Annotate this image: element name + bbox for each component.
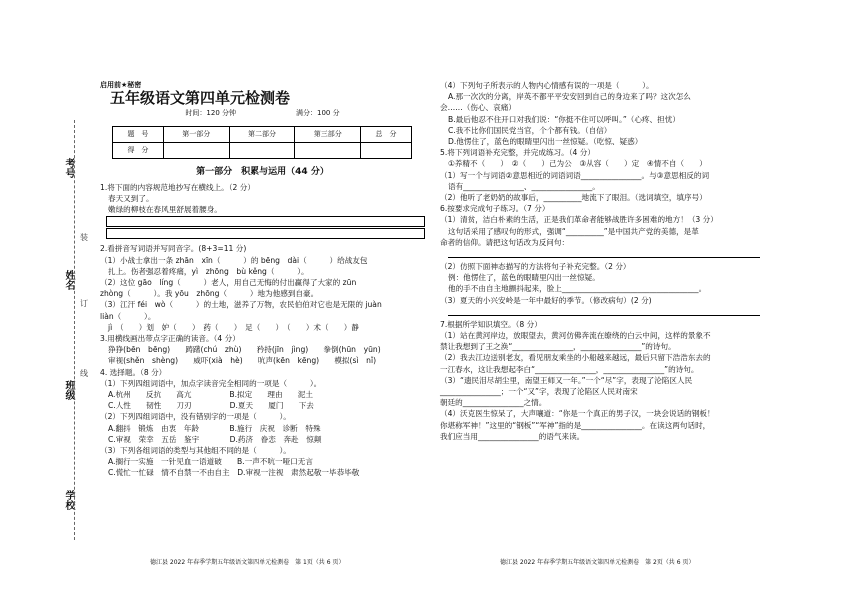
q5-item: （2）他听了老奶奶的故事后，__________地流下了眼泪。（选词填空，填序号） <box>440 193 707 203</box>
q7-item: （3）“遗民泪尽胡尘里，南望王师又一年。”一个“尽”字，表现了沦陷区人民 <box>440 375 693 385</box>
q6-item: （1）清贫，洁白朴素的生活，正是我们革命者能够战胜许多困难的地方！（3 分） <box>440 215 718 225</box>
q3-item: 审视(shěn shèng) 威吓(xià hè) 吭声(kēn kēng) 模拟(sì nǐ) <box>108 356 377 366</box>
q7-item: （4）沃克医生惊呆了，大声嚷道：“你是一个真正的男子汉，一块会说话的钢板！ <box>440 409 715 419</box>
q7-item: （2）我去江边送别老友，看见朋友乘坐的小船越来越远，最后只留下浩浩东去的 <box>440 353 711 363</box>
q2-item: （1）小战士拿出一条 zhān xīn（ ）的 bēng dài（ ）给战友包 <box>100 255 368 265</box>
footer-left: 德江县 2022 年春季学期五年级语文第四单元检测卷 第 1页（共 6 页） <box>150 559 345 566</box>
score-header: 第一部分 <box>163 126 229 142</box>
writing-box[interactable] <box>106 228 425 239</box>
score-cell[interactable] <box>229 142 295 158</box>
secret-mark: 启用前★秘密 <box>100 81 142 89</box>
score-header: 题 号 <box>113 126 164 142</box>
q4-option: D.他愣住了，蓝色的眼睛里闪出一丝惊疑。（吃惊、疑惑） <box>448 137 643 147</box>
page-left <box>100 80 425 479</box>
exam-title: 五年级语文第四单元检测卷 <box>110 89 291 108</box>
q4-sub: （2）下列四组词语中，没有错别字的一项是（ ）。 <box>100 412 291 422</box>
q5-idioms: ①养精不（ ） ②（ ）己为公 ③从容（ ）定 ④情不自（ ） <box>448 159 707 169</box>
q2-item: 扎上。伤者强忍着疼痛，yì zhōng bù kěng（ ）。 <box>108 266 309 276</box>
school-label: 学校 <box>63 490 74 510</box>
q5-item: （1）写一个与词语②意思相近的词语词语________________。与③意思相反的词 <box>440 170 710 180</box>
q6-item: 他的手不由自主地颤抖起来，脸上____________________________________。 <box>448 284 707 294</box>
q7-item: 一江春水，这让我想起李白“________________，________________”的诗句。 <box>440 364 699 374</box>
seal-word-1: 装 <box>80 233 88 242</box>
q6-item: 命者的信仰。请把这句话改为反问句： <box>440 237 570 247</box>
question-2: 2.看拼音写词语并写同音字。(8+3=11 分) <box>100 244 247 254</box>
answer-line[interactable] <box>448 309 760 316</box>
class-label: 班级 <box>63 380 74 400</box>
page-right <box>440 80 760 442</box>
seal-word-3: 线 <box>80 369 88 378</box>
q1-line: 春天又到了。 <box>108 194 154 204</box>
q6-item: 例：他愣住了，蓝色的眼睛里闪出一丝惊疑。 <box>448 273 600 283</box>
q4-sub: （1）下列四组词语中，加点字读音完全相同的一项是（ ）。 <box>100 378 322 388</box>
q1-line: 嫩绿的柳枝在春风里舒展着腰身。 <box>108 205 222 215</box>
q7-item: 朝廷的________________之情。 <box>440 398 547 408</box>
exam-score: 满分：100 分 <box>296 109 340 118</box>
q4-sub: （3）下列各组词语的类型与其他组不同的是（ ）。 <box>100 446 291 456</box>
q5-item: 语有________________、________________。 <box>448 181 600 191</box>
score-header-row <box>113 126 412 142</box>
score-table <box>112 126 412 159</box>
q7-item: 你堪称军神！”这里的“钢板”“军神”指的是________________。在读这两句话时， <box>440 420 711 430</box>
q7-item: 我们应当用________________的语气来读。 <box>440 431 585 441</box>
score-header: 第二部分 <box>229 126 295 142</box>
score-header: 总 分 <box>361 126 412 142</box>
score-row-label: 得 分 <box>113 142 164 158</box>
binding-strip <box>55 70 83 555</box>
q4-option: C.慌忙一忙碌 情不自禁一不由自主 D.审视一注视 肃然起敬一毕恭毕敬 <box>108 468 360 478</box>
writing-box[interactable] <box>106 216 425 227</box>
q7-item: （1）站在黄河岸边，放眼望去，黄河仿佛奔流在缭绕的白云中间，这样的景象不 <box>440 331 711 341</box>
q4-option: C.我不比你们国民党当官，个个都有钱。（自信） <box>448 125 612 135</box>
score-header: 第三部分 <box>295 126 361 142</box>
question-6: 6.按要求完成句子练习。（7 分） <box>440 204 550 214</box>
score-cell[interactable] <box>163 142 229 158</box>
q3-item: 狰狰(bēn bēng) 踌躇(chú zhù) 矜持(jīn jìng) 拳倒(hūn yūn) <box>108 345 381 355</box>
q4-option: A.那一次次的分离，岸英不都平平安安回到自己的身边来了吗？这次怎么 <box>448 92 691 102</box>
q6-item: （2）仿照下面神态描写的方法将句子补充完整。（2 分） <box>440 262 631 272</box>
footer-right: 德江县 2022 年春季学期五年级语文第四单元检测卷 第 2页（共 6 页） <box>500 559 695 566</box>
exam-number-label: 考号 <box>63 158 74 178</box>
question-7: 7.根据所学知识填空。（8 分） <box>440 319 542 329</box>
q4-option: B.最后他忍不住开口对我们说：“你挺不住可以呼叫。”（心疼、担忧） <box>448 114 680 124</box>
q4-option: 会……（伤心、哀痛） <box>440 103 516 113</box>
q4-option: A.杭州 反抗 高亢 B.拟定 理由 泥土 <box>108 390 313 400</box>
q2-item: （3）江汗 féi wò（ ）的土地，滋养了万物，农民伯伯对它也是无限的 juàn <box>100 300 382 310</box>
q7-item: 禁让我想到了王之涣“________________，________________”的诗句。 <box>440 342 676 352</box>
q2-item: （2）这位 gāo líng（ ）老人，用自己无悔的付出赢得了大家的 zūn <box>100 278 357 288</box>
part-one-heading: 第一部分 积累与运用（44 分） <box>196 166 329 177</box>
exam-time: 时间：120 分钟 <box>185 109 236 118</box>
exam-meta <box>100 108 425 119</box>
question-1: 1.将下面的内容规范地抄写在横线上。（2 分） <box>100 182 255 192</box>
question-3: 3.用横线画出带点字正确的读音。（4 分） <box>100 334 240 344</box>
q2-homophones: jì （ ）划 妒（ ） 药（ ） 足（ ） （ ）术（ ）静 <box>108 322 359 332</box>
score-cell[interactable] <box>295 142 361 158</box>
name-label: 姓名 <box>63 270 74 290</box>
question-5: 5.将下列词语补充完整，并完成练习。（4 分） <box>440 148 595 158</box>
q6-item: 这句话采用了感叹句的形式，强调“__________”是中国共产党的美德，是革 <box>448 226 699 236</box>
q4-option: C.人性 韧性 刀刃 D.夏天 厦门 下去 <box>108 401 314 411</box>
q4-option: C.审视 荣幸 五岳 鉴宇 D.药济 眷恋 奔赴 惊颠 <box>108 434 322 444</box>
score-cell[interactable] <box>361 142 412 158</box>
question-4: 4. 选择题。（8 分） <box>100 367 167 377</box>
q7-item: ________________；一个“又”字，表现了沦陷区人民对南宋 <box>440 387 638 397</box>
q4-option: A.翻抖 锻炼 由衷 年龄 B.施行 庆祝 诊断 特殊 <box>108 423 321 433</box>
q4-option: A.搁行一实施 一针见血一语道破 B.一声不吭一哑口无言 <box>108 457 313 467</box>
answer-line[interactable] <box>448 251 760 258</box>
binding-dash-line <box>74 120 75 540</box>
seal-word-2: 订 <box>80 299 88 308</box>
q2-item: zhòng（ ）。我 yōu zhōng（ ）地为他感到自豪。 <box>100 289 319 299</box>
q6-item: （3）夏天的小兴安岭是一年中最好的季节。（修改病句）(2 分) <box>440 295 652 305</box>
score-value-row <box>113 142 412 158</box>
q2-item: liàn（ ）。 <box>100 311 156 321</box>
q4-sub: （4）下列句子所表示的人物内心情感有误的一项是（ ）。 <box>440 81 654 90</box>
